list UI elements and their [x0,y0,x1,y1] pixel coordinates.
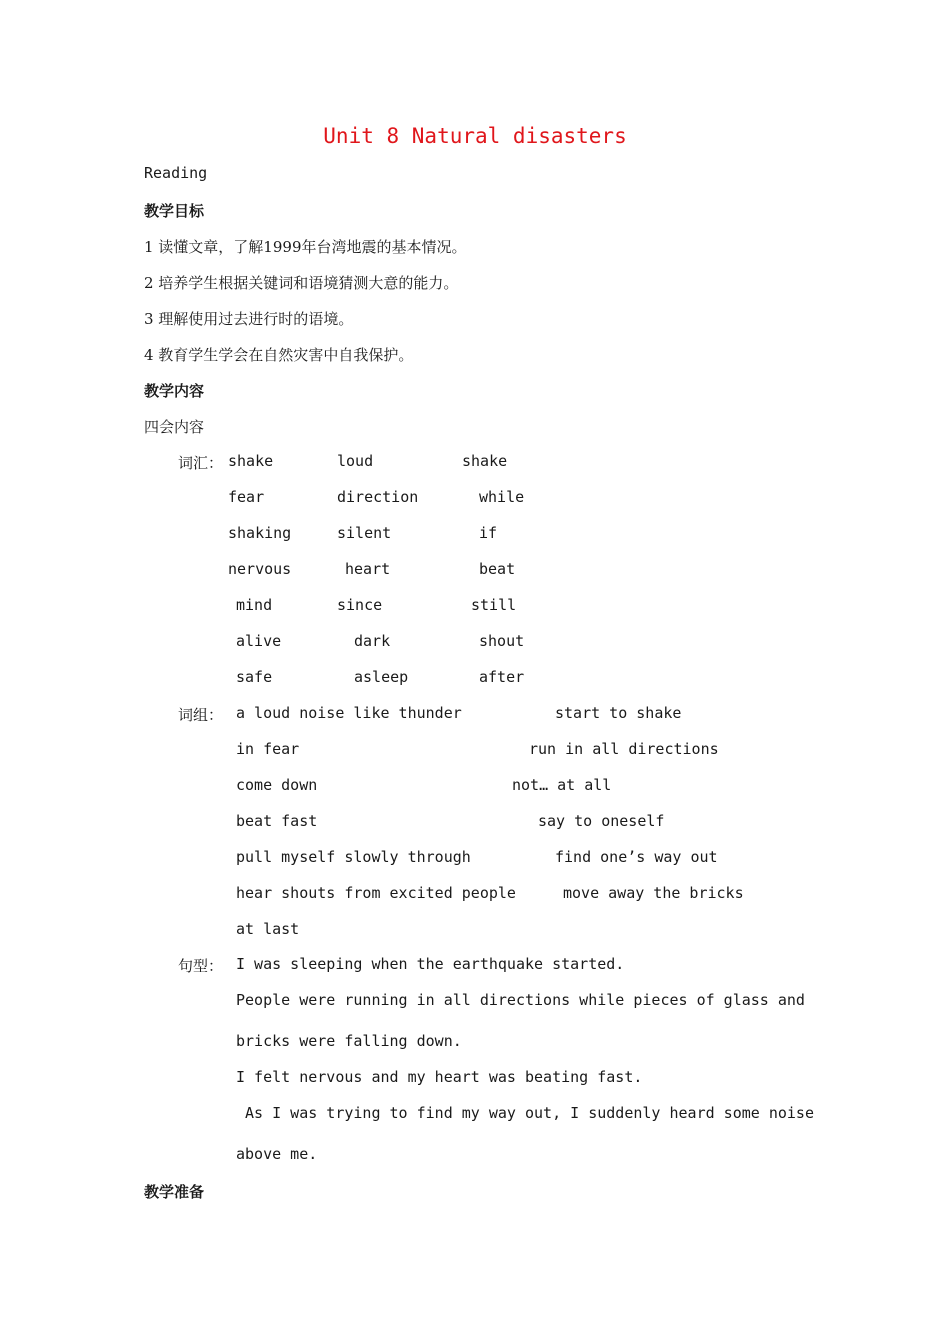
vocab-word: direction [337,488,419,506]
vocab-word: safe [236,668,273,686]
objectives-heading: 教学目标 [144,202,205,220]
vocab-word: fear [228,488,265,506]
phrase-item: hear shouts from excited people [236,884,516,902]
phrase-item: beat fast [236,812,318,830]
sentence-label: 句型： [178,957,224,975]
vocab-label: 词汇： [178,454,224,472]
phrase-item: in fear [236,740,300,758]
objective-item-4: 4 教育学生学会在自然灾害中自我保护。 [144,346,414,364]
vocab-word: after [479,668,525,686]
phrase-item: move away the bricks [563,884,744,902]
sentence-line: People were running in all directions while pieces of glass and [236,991,805,1009]
phrase-item: find one’s way out [555,848,718,866]
vocab-word: shake [462,452,508,470]
phrase-item: pull myself slowly through [236,848,471,866]
phrase-item: come down [236,776,318,794]
vocab-word: nervous [228,560,292,578]
vocab-word: heart [345,560,391,578]
vocab-word: asleep [354,668,409,686]
phrase-label: 词组： [178,706,224,724]
content-sub-heading: 四会内容 [144,418,205,436]
vocab-word: beat [479,560,516,578]
vocab-word: while [479,488,525,506]
vocab-word: since [337,596,383,614]
vocab-word: still [471,596,517,614]
vocab-word: shaking [228,524,292,542]
sentence-line: I felt nervous and my heart was beating fast. [236,1068,643,1086]
sentence-line: I was sleeping when the earthquake started. [236,955,625,973]
phrase-item: say to oneself [538,812,665,830]
sentence-line: bricks were falling down. [236,1032,462,1050]
sentence-line: As I was trying to find my way out, I suddenly heard some noise [236,1104,814,1122]
phrase-item: at last [236,920,300,938]
objective-item-1: 1 读懂文章，了解1999年台湾地震的基本情况。 [144,238,467,256]
phrase-item: a loud noise like thunder [236,704,462,722]
vocab-word: dark [354,632,391,650]
vocab-word: shake [228,452,274,470]
content-heading: 教学内容 [144,382,205,400]
vocab-word: silent [337,524,392,542]
objective-item-3: 3 理解使用过去进行时的语境。 [144,310,354,328]
vocab-word: if [479,524,498,542]
vocab-word: alive [236,632,282,650]
phrase-item: run in all directions [529,740,719,758]
vocab-word: mind [236,596,273,614]
phrase-item: not… at all [512,776,612,794]
preparation-heading: 教学准备 [144,1183,205,1201]
section-subtitle: Reading [144,164,208,182]
vocab-word: loud [337,452,374,470]
objective-item-2: 2 培养学生根据关键词和语境猜测大意的能力。 [144,274,459,292]
sentence-line: above me. [236,1145,318,1163]
page-title: Unit 8 Natural disasters [323,124,627,148]
phrase-item: start to shake [555,704,682,722]
vocab-word: shout [479,632,525,650]
